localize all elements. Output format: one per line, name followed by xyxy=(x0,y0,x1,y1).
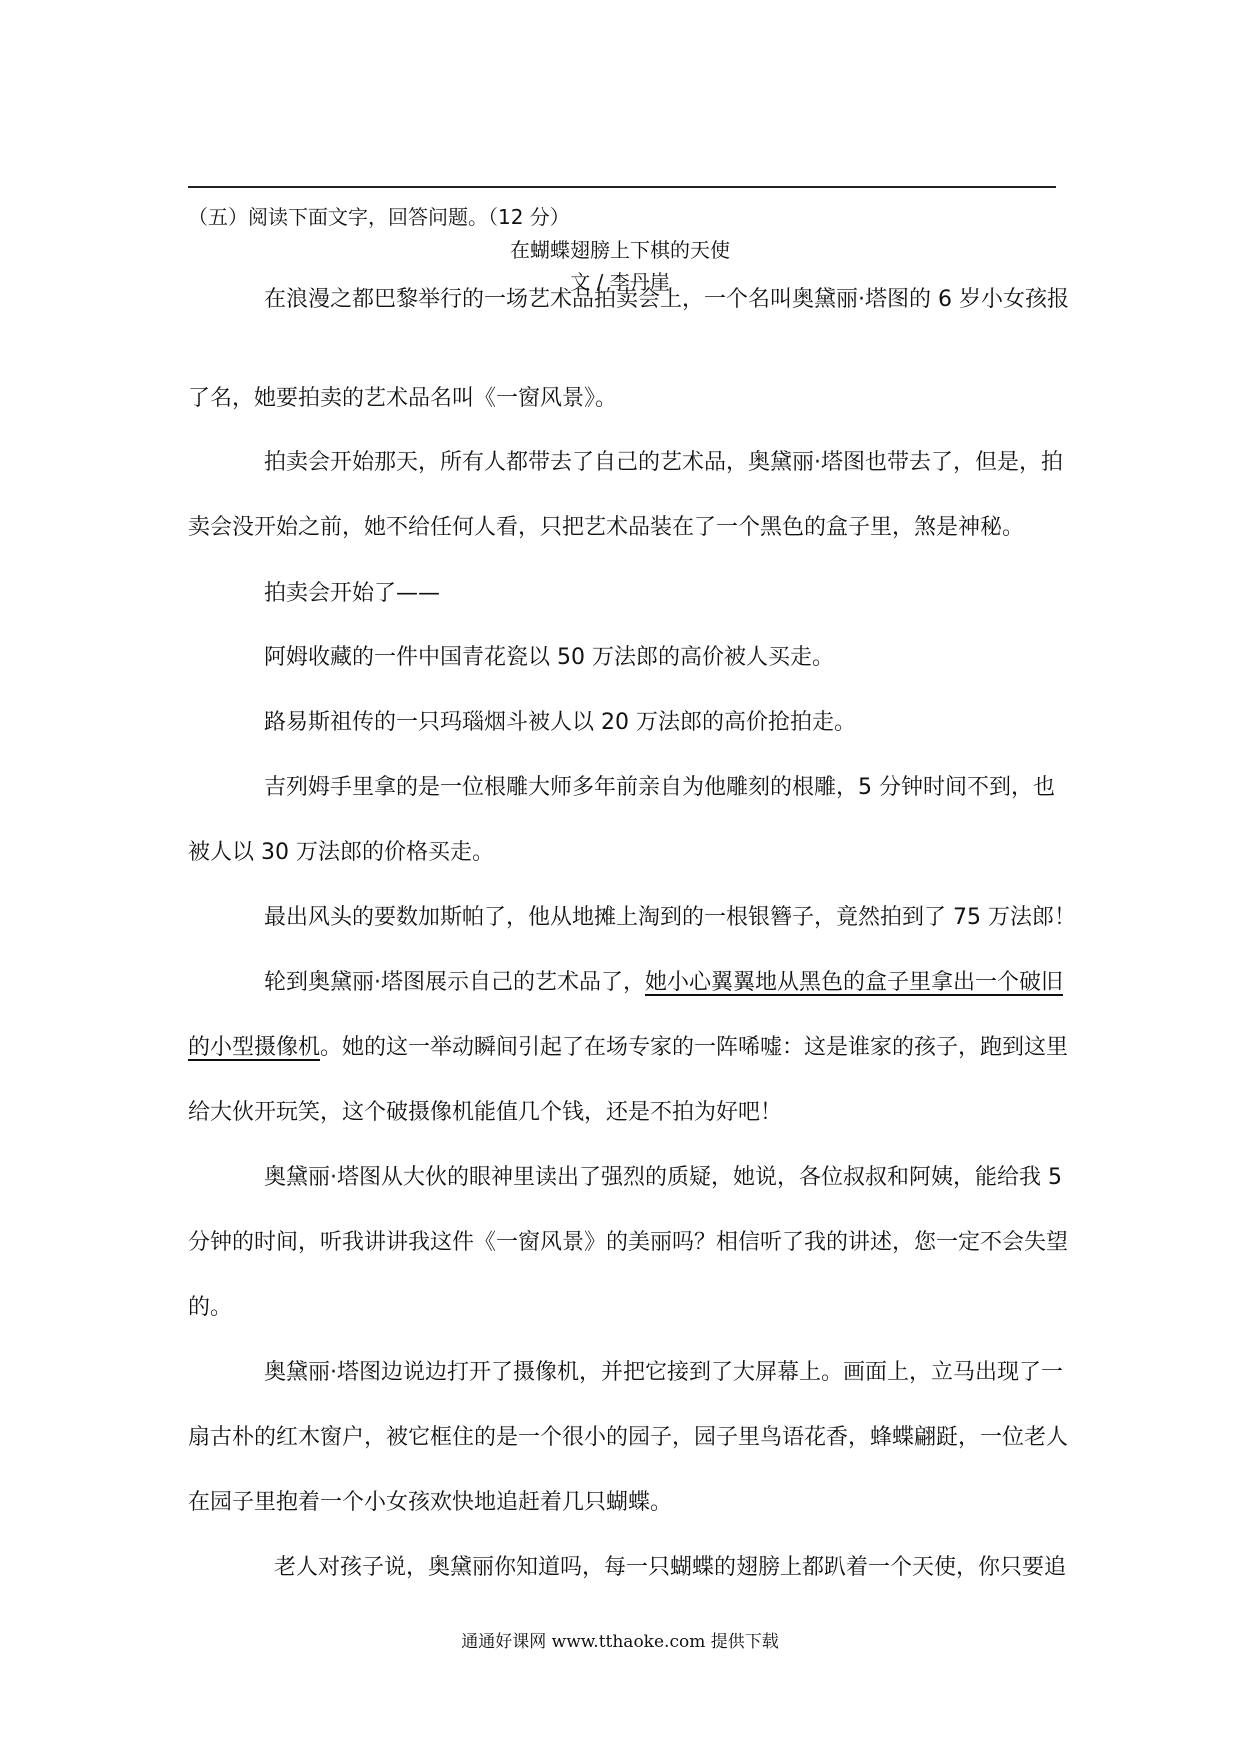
paragraph-line: 的。 xyxy=(188,1295,233,1320)
paragraph-line: 被人以 30 万法郎的价格买走。 xyxy=(188,840,494,865)
underlined-passage: 的小型摄像机 xyxy=(188,1035,321,1060)
paragraph-line: 阿姆收藏的一件中国青花瓷以 50 万法郎的高价被人买走。 xyxy=(264,645,834,670)
section-heading: （五）阅读下面文字，回答问题。（12 分） xyxy=(188,205,570,229)
paragraph-line: 卖会没开始之前，她不给任何人看，只把艺术品装在了一个黑色的盒子里，煞是神秘。 xyxy=(188,515,1025,540)
paragraph-line: 分钟的时间，听我讲讲我这件《一窗风景》的美丽吗？相信听了我的讲述，您一定不会失望 xyxy=(188,1230,1069,1255)
paragraph-line xyxy=(264,967,1063,999)
paragraph-line xyxy=(188,1032,1068,1064)
paragraph-line: 奥黛丽·塔图边说边打开了摄像机，并把它接到了大屏幕上。画面上，立马出现了一 xyxy=(264,1360,1063,1385)
underlined-passage: 她小心翼翼地从黑色的盒子里拿出一个破旧 xyxy=(645,970,1064,995)
paragraph-line: 吉列姆手里拿的是一位根雕大师多年前亲自为他雕刻的根雕，5 分钟时间不到，也 xyxy=(264,775,1055,800)
paragraph-line: 在园子里抱着一个小女孩欢快地追赶着几只蝴蝶。 xyxy=(188,1490,673,1515)
line-text: 轮到奥黛丽·塔图展示自己的艺术品了， xyxy=(264,970,645,995)
article-byline: 文 / 李丹崖 xyxy=(570,270,670,294)
paragraph-line: 了名，她要拍卖的艺术品名叫《一窗风景》。 xyxy=(188,386,618,411)
paragraph-line: 拍卖会开始那天，所有人都带去了自己的艺术品，奥黛丽·塔图也带去了，但是，拍 xyxy=(264,450,1063,475)
paragraph-line: 拍卖会开始了—— xyxy=(264,581,441,606)
footer-note: 通通好课网 www.tthaoke.com 提供下载 xyxy=(461,1632,779,1652)
paragraph-line: 扇古朴的红木窗户，被它框住的是一个很小的园子，园子里鸟语花香，蜂蝶翩跹，一位老人 xyxy=(188,1425,1069,1450)
paragraph-line: 最出风头的要数加斯帕了，他从地摊上淘到的一根银簪子，竟然拍到了 75 万法郎！ xyxy=(264,905,1076,930)
header-rule xyxy=(188,186,1056,188)
paragraph-line: 给大伙开玩笑，这个破摄像机能值几个钱，还是不拍为好吧！ xyxy=(188,1100,783,1125)
paragraph-line: 老人对孩子说，奥黛丽你知道吗，每一只蝴蝶的翅膀上都趴着一个天使，你只要追 xyxy=(274,1555,1067,1580)
paragraph-line: 在浪漫之都巴黎举行的一场艺术品拍卖会上，一个名叫奥黛丽·塔图的 6 岁小女孩报 xyxy=(264,287,1069,312)
article-title: 在蝴蝶翅膀上下棋的天使 xyxy=(510,238,730,262)
line-text: 。她的这一举动瞬间引起了在场专家的一阵唏嘘：这是谁家的孩子，跑到这里 xyxy=(320,1035,1069,1060)
paragraph-line: 奥黛丽·塔图从大伙的眼神里读出了强烈的质疑，她说，各位叔叔和阿姨，能给我 5 xyxy=(264,1165,1062,1190)
paragraph-line: 路易斯祖传的一只玛瑙烟斗被人以 20 万法郎的高价抢拍走。 xyxy=(264,710,856,735)
